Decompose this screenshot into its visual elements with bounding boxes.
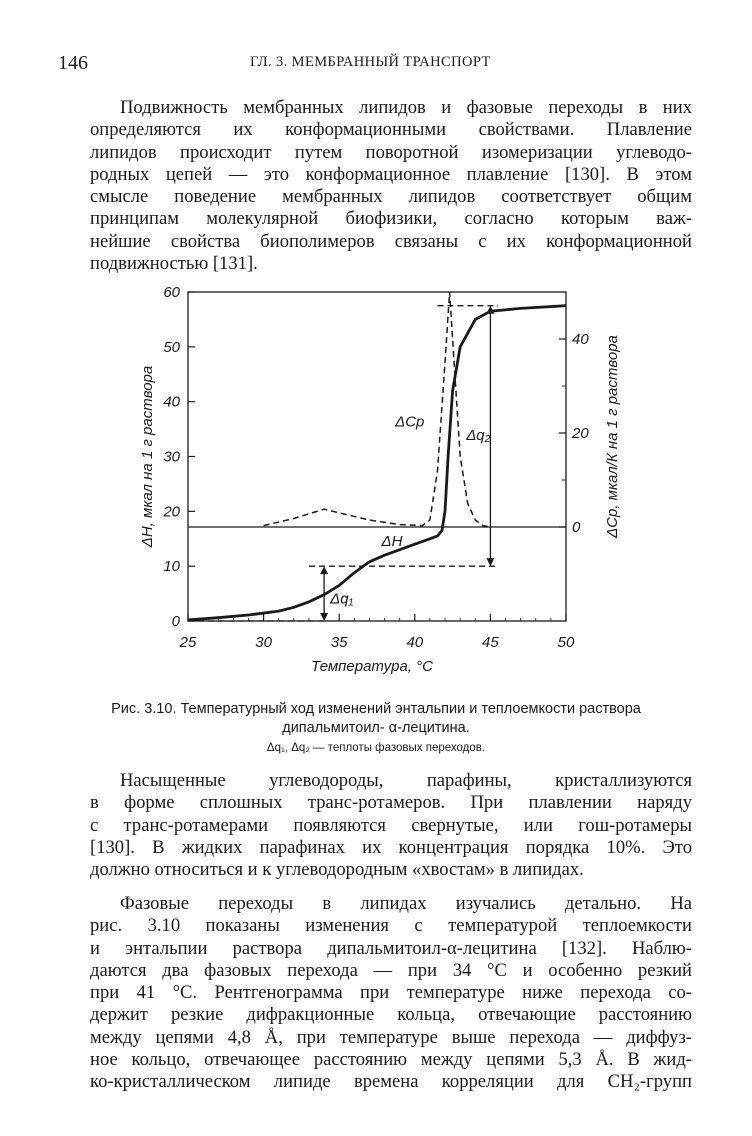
y-right-tick-label: 40	[572, 331, 589, 348]
y-right-tick-label: 20	[572, 425, 589, 442]
x-tick-label: 40	[406, 634, 424, 651]
text-line: при 41 °C. Рентгенограмма при температуре ниже перехода со-	[90, 982, 692, 1004]
caption-main: Рис. 3.10. Температурный ход изменений энтальпии и теплоемкости раствора дипальмитоил- α-лецитина.	[111, 701, 641, 736]
page-number: 146	[58, 52, 88, 74]
text-line: ко-кристаллическом липиде времена корреляции для CH₂-групп	[90, 1071, 692, 1093]
text-line: с транс-ротамерами появляются свернутые, или гош-ротамеры	[90, 814, 692, 836]
x-axis-title: Температура, °C	[311, 658, 433, 675]
y-left-tick-label: 50	[163, 338, 180, 356]
text-line: Насыщенные углеводороды, парафины, кристаллизуются	[120, 770, 692, 791]
y-right-tick-label: 0	[572, 519, 581, 536]
text-line: держит резкие дифракционные кольца, отвечающие расстоянию	[90, 1004, 692, 1026]
paragraph-3	[90, 893, 692, 1094]
text-line: ное кольцо, отвечающее расстоянию между цепями 5,3 Å. В жид-	[90, 1049, 692, 1071]
x-tick-label: 50	[557, 634, 575, 651]
x-tick-label: 45	[482, 634, 499, 651]
y-left-tick-label: 10	[163, 558, 180, 576]
delta-q2-arrowhead-top	[486, 306, 494, 314]
text-line: липидов происходит путем поворотной изомеризации углеводо-	[90, 141, 692, 163]
heat-capacity-curve	[264, 292, 491, 527]
caption-sub: Δq₁, Δq₂ — теплоты фазовых переходов.	[266, 742, 486, 754]
delta-q1-arrowhead-bottom	[320, 613, 328, 621]
plot-frame	[188, 292, 566, 621]
text-line: Фазовые переходы в липидах изучались детально. На	[120, 893, 692, 914]
text-line: должно относиться и к углеводородным «хвостам» в липидах.	[90, 859, 584, 881]
x-tick-label: 30	[255, 634, 272, 651]
text-line: подвижностью [131].	[90, 253, 258, 275]
y-left-tick-label: 0	[171, 613, 180, 630]
x-tick-label: 25	[179, 634, 197, 651]
y-left-tick-label: 40	[163, 393, 180, 411]
text-line: и энтальпии раствора дипальмитоил-α-лецитина [132]. Наблю-	[90, 937, 692, 959]
text-line: рис. 3.10 показаны изменения с температурой теплоемкости	[90, 915, 692, 937]
text-line: Подвижность мембранных липидов и фазовые переходы в них	[120, 97, 692, 118]
enthalpy-curve	[188, 306, 566, 620]
text-line: нейшие свойства биополимеров связаны с их конформационной	[90, 230, 692, 252]
text-line: [130]. В жидких парафинах их концентрация порядка 10%. Это	[90, 836, 692, 858]
text-line: смысле поведение мембранных липидов соответствует общим	[90, 186, 692, 208]
x-tick-label: 35	[330, 634, 348, 651]
text-line: определяются их конформационными свойствами. Плавление	[90, 119, 692, 141]
annotation-delta-q2: Δq₂	[466, 427, 491, 445]
y-right-axis-title: ΔCp, мкал/К на 1 г раствора	[604, 335, 621, 538]
y-left-tick-label: 60	[163, 284, 180, 301]
annotation-delta-q1: Δq₁	[330, 590, 354, 608]
y-left-axis-title: ΔH, мкал на 1 г раствора	[139, 365, 156, 548]
text-line: принципам молекулярной биофизики, согласно которым важ-	[90, 208, 692, 230]
delta-q1-arrowhead-top	[320, 566, 328, 574]
annotation-delta-h: ΔH	[381, 532, 403, 550]
delta-q2-arrowhead-bottom	[486, 558, 494, 566]
y-left-tick-label: 20	[163, 503, 180, 521]
text-line: родных цепей — это конформационное плавление [130]. В этом	[90, 163, 692, 185]
annotation-delta-cp: ΔCp	[395, 413, 425, 431]
text-line: даются два фазовых перехода — при 34 °C и особенно резкий	[90, 959, 692, 981]
text-line: между цепями 4,8 Å, при температуре выше перехода — диффуз-	[90, 1026, 692, 1048]
paragraph-1	[90, 97, 692, 275]
running-head: ГЛ. 3. МЕМБРАННЫЙ ТРАНСПОРТ	[250, 54, 491, 70]
y-left-tick-label: 30	[163, 448, 180, 466]
paragraph-2	[90, 770, 692, 881]
figure-caption	[60, 700, 692, 758]
text-line: в форме сплошных транс-ротамеров. При плавлении наряду	[90, 792, 692, 814]
